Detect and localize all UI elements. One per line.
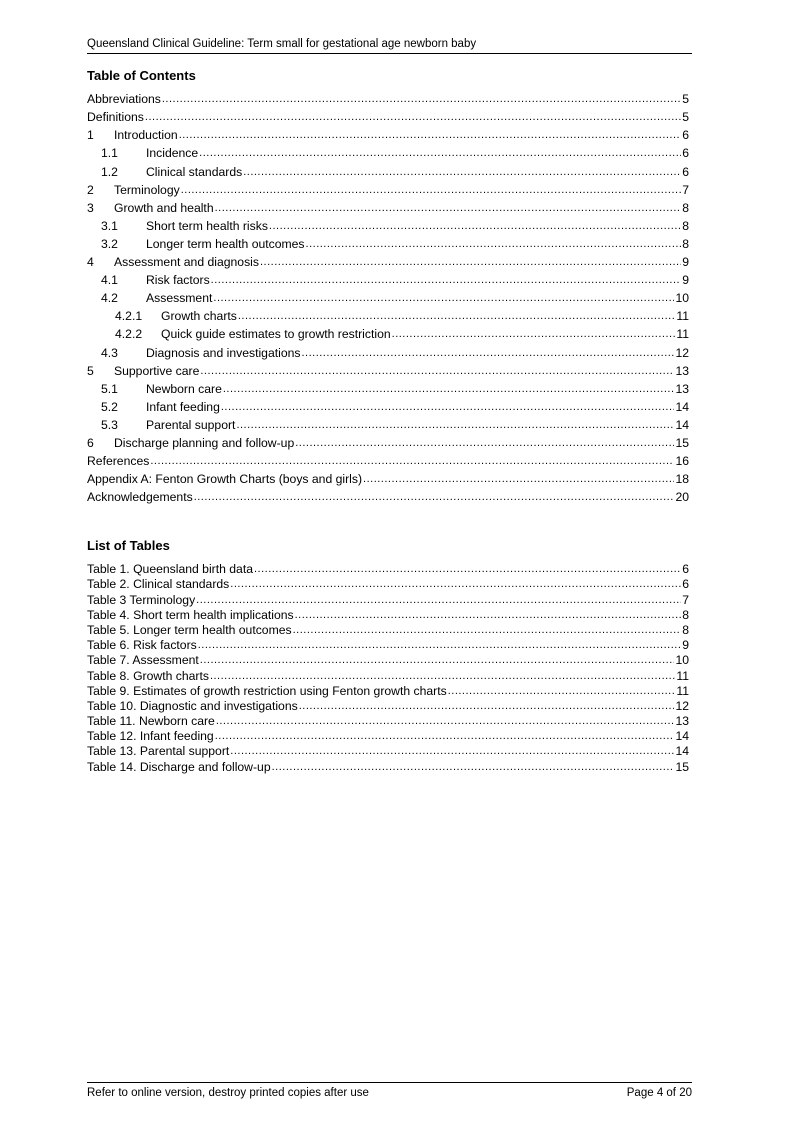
page-ref: 14: [675, 729, 689, 744]
page-ref: 12: [675, 345, 689, 360]
entry-label: Assessment and diagnosis: [114, 255, 259, 270]
toc-entry[interactable]: [87, 127, 689, 145]
page-ref: 14: [675, 744, 689, 759]
toc-title: Table of Contents: [87, 68, 196, 83]
page-ref: 6: [682, 164, 689, 179]
dot-leader: [215, 200, 682, 212]
entry-label: References: [87, 454, 150, 469]
page-ref: 14: [675, 417, 689, 432]
dot-leader: [196, 591, 681, 603]
tables-list-title: List of Tables: [87, 538, 170, 553]
page-ref: 10: [675, 291, 689, 306]
toc-entry[interactable]: [87, 399, 689, 417]
dot-leader: [392, 326, 676, 338]
page-ref: 8: [682, 200, 689, 215]
entry-label: Newborn care: [146, 381, 222, 396]
page-ref: 13: [675, 363, 689, 378]
entry-label: Table 7. Assessment: [87, 653, 199, 668]
section-number: 1.1: [101, 146, 118, 161]
entry-label: Definitions: [87, 110, 144, 125]
toc-entry[interactable]: [87, 435, 689, 453]
toc-entry[interactable]: [87, 344, 689, 362]
section-number: 1: [87, 128, 94, 143]
page-ref: 8: [682, 236, 689, 251]
entry-label: Table 2. Clinical standards: [87, 577, 230, 592]
page-header: Queensland Clinical Guideline: Term small for gestational age newborn baby: [87, 38, 692, 54]
dot-leader: [269, 218, 681, 230]
dot-leader: [306, 236, 682, 248]
section-number: 3.2: [101, 236, 118, 251]
toc-entry[interactable]: [87, 489, 689, 507]
entry-label: Infant feeding: [146, 399, 220, 414]
toc-list: [87, 91, 689, 507]
entry-label: Appendix A: Fenton Growth Charts (boys and girls): [87, 472, 363, 487]
dot-leader: [293, 622, 682, 634]
entry-label: Table 3 Terminology: [87, 592, 196, 607]
section-number: 3.1: [101, 218, 118, 233]
page-ref: 8: [682, 218, 689, 233]
section-number: 4.2.1: [115, 309, 143, 324]
section-number: 4.2.2: [115, 327, 143, 342]
tables-list: [87, 561, 689, 774]
entry-label: Table 10. Diagnostic and investigations: [87, 698, 298, 713]
dot-leader: [448, 683, 676, 695]
toc-entry[interactable]: [87, 381, 689, 399]
entry-label: Table 14. Discharge and follow-up: [87, 759, 271, 774]
entry-label: Table 12. Infant feeding: [87, 729, 214, 744]
page-ref: 11: [676, 309, 689, 324]
entry-label: Introduction: [114, 128, 178, 143]
dot-leader: [181, 181, 682, 193]
page-ref: 6: [682, 562, 689, 577]
section-number: 4: [87, 255, 94, 270]
footer-note: Refer to online version, destroy printed copies after use: [87, 1087, 369, 1099]
dot-leader: [272, 758, 675, 770]
page-ref: 8: [682, 622, 689, 637]
dot-leader: [221, 399, 675, 411]
entry-label: Table 1. Queensland birth data: [87, 562, 253, 577]
table-list-entry[interactable]: [87, 683, 689, 698]
entry-label: Table 8. Growth charts: [87, 668, 209, 683]
page-ref: 16: [675, 454, 689, 469]
entry-label: Assessment: [146, 291, 213, 306]
section-number: 5: [87, 363, 94, 378]
dot-leader: [179, 127, 682, 139]
entry-label: Growth and health: [114, 200, 214, 215]
page-ref: 15: [675, 759, 689, 774]
toc-entry[interactable]: [87, 272, 689, 290]
dot-leader: [210, 667, 675, 679]
table-list-entry[interactable]: [87, 637, 689, 652]
dot-leader: [295, 607, 682, 619]
dot-leader: [238, 308, 675, 320]
entry-label: Risk factors: [146, 273, 210, 288]
toc-entry[interactable]: [87, 453, 689, 471]
dot-leader: [150, 453, 674, 465]
entry-label: Terminology: [114, 182, 180, 197]
entry-label: Longer term health outcomes: [146, 236, 305, 251]
page-ref: 12: [675, 698, 689, 713]
section-number: 3: [87, 200, 94, 215]
toc-entry[interactable]: [87, 254, 689, 272]
dot-leader: [301, 344, 674, 356]
entry-label: Discharge planning and follow-up: [114, 435, 295, 450]
page-ref: 6: [682, 577, 689, 592]
toc-entry[interactable]: [87, 362, 689, 380]
toc-entry[interactable]: [87, 109, 689, 127]
table-list-entry[interactable]: [87, 667, 689, 682]
dot-leader: [230, 743, 674, 755]
page-ref: 13: [675, 381, 689, 396]
section-number: 5.3: [101, 417, 118, 432]
dot-leader: [230, 576, 681, 588]
toc-entry[interactable]: [87, 163, 689, 181]
entry-label: Abbreviations: [87, 92, 161, 107]
dot-leader: [260, 254, 681, 266]
section-number: 6: [87, 435, 94, 450]
toc-entry[interactable]: [87, 290, 689, 308]
table-list-entry[interactable]: [87, 622, 689, 637]
dot-leader: [198, 637, 681, 649]
page-ref: 7: [682, 182, 689, 197]
dot-leader: [223, 381, 675, 393]
entry-label: Table 9. Estimates of growth restriction using Fenton growth charts: [87, 683, 447, 698]
toc-entry[interactable]: [87, 417, 689, 435]
entry-label: Short term health risks: [146, 218, 268, 233]
table-list-entry[interactable]: [87, 758, 689, 773]
page-ref: 7: [682, 592, 689, 607]
dot-leader: [254, 561, 681, 573]
entry-label: Supportive care: [114, 363, 200, 378]
entry-label: Incidence: [146, 146, 199, 161]
page-ref: 5: [682, 92, 689, 107]
section-number: 4.1: [101, 273, 118, 288]
toc-entry[interactable]: [87, 471, 689, 489]
dot-leader: [363, 471, 674, 483]
table-list-entry[interactable]: [87, 713, 689, 728]
page-footer: [87, 1082, 692, 1099]
table-list-entry[interactable]: [87, 561, 689, 576]
entry-label: Quick guide estimates to growth restriction: [161, 327, 391, 342]
table-list-entry[interactable]: [87, 652, 689, 667]
page-ref: 18: [675, 472, 689, 487]
page-ref: 6: [682, 146, 689, 161]
dot-leader: [243, 163, 681, 175]
entry-label: Table 6. Risk factors: [87, 638, 197, 653]
table-list-entry[interactable]: [87, 607, 689, 622]
dot-leader: [295, 435, 674, 447]
toc-entry[interactable]: [87, 91, 689, 109]
dot-leader: [194, 489, 675, 501]
page-ref: 20: [675, 490, 689, 505]
entry-label: Table 11. Newborn care: [87, 714, 215, 729]
toc-entry[interactable]: [87, 236, 689, 254]
entry-label: Table 5. Longer term health outcomes: [87, 622, 292, 637]
table-list-entry[interactable]: [87, 576, 689, 591]
dot-leader: [145, 109, 681, 121]
table-list-entry[interactable]: [87, 743, 689, 758]
toc-entry[interactable]: [87, 326, 689, 344]
entry-label: Acknowledgements: [87, 490, 193, 505]
entry-label: Diagnosis and investigations: [146, 345, 301, 360]
page-number: Page 4 of 20: [626, 1087, 692, 1099]
dot-leader: [200, 652, 675, 664]
entry-label: Clinical standards: [146, 164, 243, 179]
dot-leader: [199, 145, 681, 157]
page-ref: 9: [682, 255, 689, 270]
toc-entry[interactable]: [87, 200, 689, 218]
page-ref: 8: [682, 607, 689, 622]
dot-leader: [236, 417, 674, 429]
section-number: 5.2: [101, 399, 118, 414]
page-ref: 9: [682, 273, 689, 288]
page-ref: 10: [675, 653, 689, 668]
toc-entry[interactable]: [87, 218, 689, 236]
dot-leader: [162, 91, 681, 103]
entry-label: Growth charts: [161, 309, 237, 324]
entry-label: Table 13. Parental support: [87, 744, 230, 759]
page-ref: 6: [682, 128, 689, 143]
section-number: 4.3: [101, 345, 118, 360]
table-list-entry[interactable]: [87, 591, 689, 606]
page-ref: 9: [682, 638, 689, 653]
section-number: 4.2: [101, 291, 118, 306]
page-ref: 13: [675, 714, 689, 729]
page-ref: 11: [676, 668, 689, 683]
toc-entry[interactable]: [87, 145, 689, 163]
dot-leader: [299, 698, 675, 710]
table-list-entry[interactable]: [87, 728, 689, 743]
toc-entry[interactable]: [87, 181, 689, 199]
page-ref: 11: [676, 683, 689, 698]
page-ref: 5: [682, 110, 689, 125]
section-number: 2: [87, 182, 94, 197]
page-ref: 14: [675, 399, 689, 414]
table-list-entry[interactable]: [87, 698, 689, 713]
dot-leader: [216, 713, 675, 725]
dot-leader: [215, 728, 675, 740]
page-ref: 15: [675, 435, 689, 450]
dot-leader: [213, 290, 674, 302]
dot-leader: [200, 362, 674, 374]
dot-leader: [211, 272, 682, 284]
entry-label: Parental support: [146, 417, 236, 432]
section-number: 5.1: [101, 381, 118, 396]
section-number: 1.2: [101, 164, 118, 179]
entry-label: Table 4. Short term health implications: [87, 607, 294, 622]
toc-entry[interactable]: [87, 308, 689, 326]
page-ref: 11: [676, 327, 689, 342]
